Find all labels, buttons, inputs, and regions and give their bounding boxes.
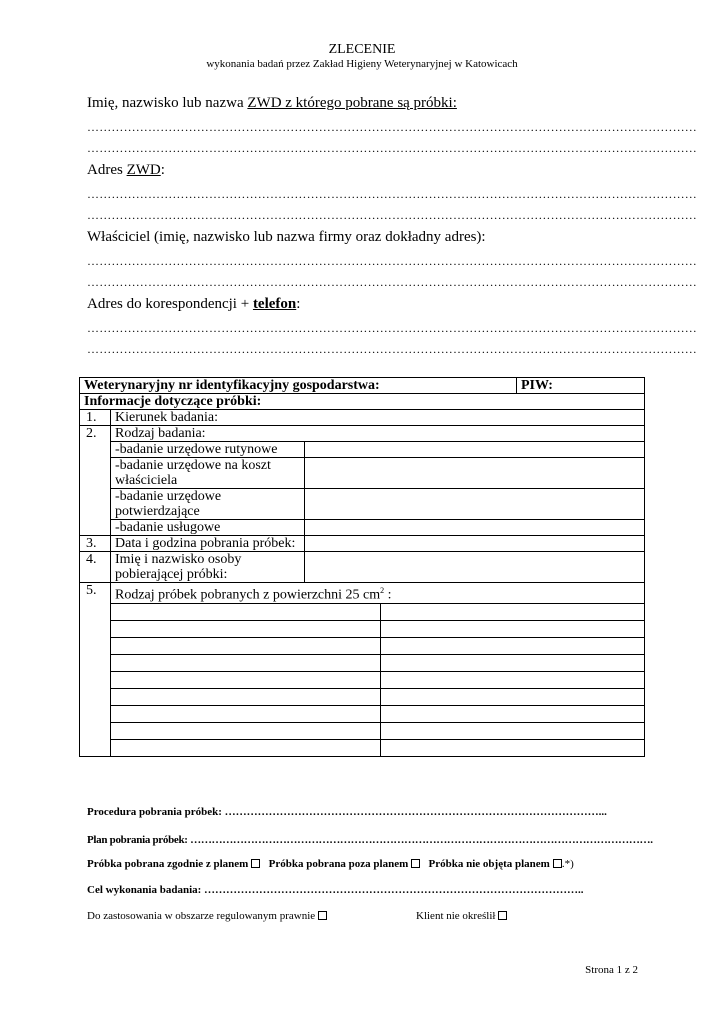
sampler-name-label: Imię i nazwisko osoby pobierającej próbki: [111,552,305,583]
owner-label: Właściciel (imię, nazwisko lub nazwa firmy oraz dokładny adres): [87,229,486,245]
regulated-area-checkbox[interactable] [318,911,327,920]
correspondence-line-1[interactable]: …………………………………………………………………………………………………………………………………… [87,321,697,335]
zwd-address-label: Adres ZWD: [87,162,165,178]
test-type-value[interactable] [305,489,645,520]
piw-cell[interactable]: PIW: [517,378,645,394]
test-type-label: Rodzaj badania: [111,426,645,442]
row-number: 2. [80,426,111,536]
sampler-name-value[interactable] [305,552,645,583]
test-type-value[interactable] [305,520,645,536]
off-plan-checkbox[interactable] [411,859,420,868]
test-type-option: -badanie usługowe [111,520,305,536]
test-type-value[interactable] [305,458,645,489]
zwd-name-label: Imię, nazwisko lub nazwa ZWD z którego pobrane są próbki: [87,95,457,111]
test-type-option: -badanie urzędowe na koszt właściciela [111,458,305,489]
sample-kind-entry[interactable] [111,603,381,620]
row-number: 1. [80,410,111,426]
off-plan-label: Próbka pobrana poza planem [268,858,409,870]
vet-id-cell[interactable]: Weterynaryjny nr identyfikacyjny gospodarstwa: [80,378,517,394]
row-number: 5. [80,583,111,757]
sample-kind-entry[interactable] [111,620,381,637]
sample-kind-entry[interactable] [381,671,645,688]
sample-kind-entry[interactable] [111,654,381,671]
plan-options: Próbka pobrana zgodnie z planem Próbka pobrana poza planem Próbka nie objęta planem .*) [87,858,574,870]
test-type-value[interactable] [305,442,645,458]
sampling-plan-line[interactable]: Plan pobrania próbek: …………………………………………………………………………………………………………………. [87,834,653,846]
owner-line-1[interactable]: …………………………………………………………………………………………………………………………………… [87,254,697,268]
sample-kind-entry[interactable] [381,603,645,620]
correspondence-label: Adres do korespondencji + telefon: [87,296,301,312]
not-in-plan-checkbox[interactable] [553,859,562,868]
client-unspecified-checkbox[interactable] [498,911,507,920]
sample-kind-label: Rodzaj próbek pobranych z powierzchni 25 $cm^2$ : [111,583,645,604]
client-unspecified-option: Klient nie określił [416,910,507,922]
sample-info-table [79,377,645,757]
page-number: Strona 1 z 2 [585,964,638,976]
in-plan-label: Próbka pobrana zgodnie z planem [87,858,249,870]
sample-kind-entry[interactable] [381,654,645,671]
sample-kind-entry[interactable] [381,688,645,705]
sample-kind-entry[interactable] [111,705,381,722]
sample-kind-entry[interactable] [111,739,381,756]
test-type-option: -badanie urzędowe potwierdzające [111,489,305,520]
sample-kind-entry[interactable] [111,722,381,739]
sample-kind-entry[interactable] [381,739,645,756]
row-number: 4. [80,552,111,583]
sample-kind-entry[interactable] [381,637,645,654]
zwd-address-line-1[interactable]: …………………………………………………………………………………………………………………………………… [87,187,697,201]
sample-kind-entry[interactable] [381,620,645,637]
in-plan-checkbox[interactable] [251,859,260,868]
sample-kind-entry[interactable] [381,722,645,739]
zwd-name-line-2[interactable]: …………………………………………………………………………………………………………………………………… [87,141,697,155]
test-type-option: -badanie urzędowe rutynowe [111,442,305,458]
document-subtitle: wykonania badań przez Zakład Higieny Weterynaryjnej w Katowicach [206,58,518,70]
sampling-date-value[interactable] [305,536,645,552]
sampling-procedure-line[interactable]: Procedura pobrania próbek: …………………………………………………………………………………………... [87,806,607,818]
zwd-address-line-2[interactable]: …………………………………………………………………………………………………………………………………… [87,208,697,222]
row-number: 3. [80,536,111,552]
test-purpose-line[interactable]: Cel wykonania badania: ………………………………………………………………………………………….. [87,884,584,896]
sample-kind-entry[interactable] [381,705,645,722]
sample-kind-entry[interactable] [111,671,381,688]
test-direction-cell[interactable]: Kierunek badania: [111,410,645,426]
correspondence-line-2[interactable]: …………………………………………………………………………………………………………………………………… [87,342,697,356]
owner-line-2[interactable]: …………………………………………………………………………………………………………………………………… [87,275,697,289]
sample-kind-entry[interactable] [111,637,381,654]
sampling-date-label: Data i godzina pobrania próbek: [111,536,305,552]
zwd-name-line-1[interactable]: …………………………………………………………………………………………………………………………………… [87,120,697,134]
sample-kind-entry[interactable] [111,688,381,705]
not-in-plan-label: Próbka nie objęta planem [428,858,550,870]
document-title: ZLECENIE [328,42,396,57]
regulated-area-option: Do zastosowania w obszarze regulowanym prawnie [87,910,327,922]
sample-info-heading: Informacje dotyczące próbki: [80,394,645,410]
